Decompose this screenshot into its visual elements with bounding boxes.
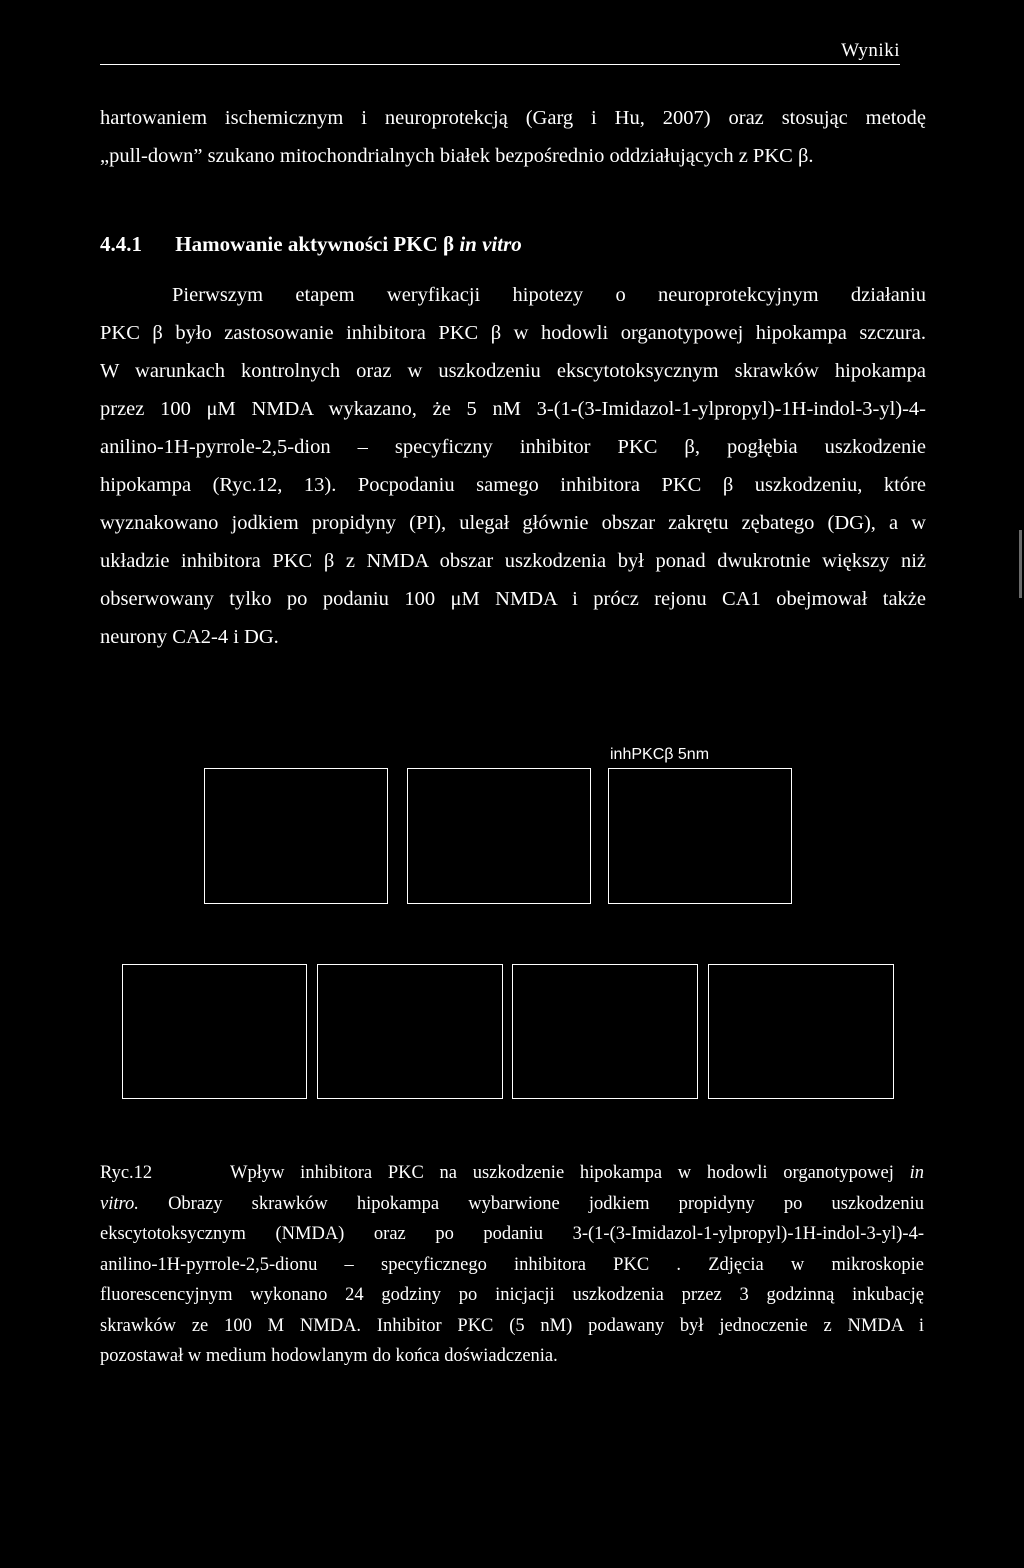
caption-text: Obrazy skrawków hipokampa wybarwione jodkiem propidyny po uszkodzeniu	[168, 1193, 924, 1214]
caption-italic: in	[909, 1163, 925, 1183]
figure-panel	[608, 768, 792, 904]
figure-caption	[100, 1158, 924, 1372]
section-number: 4.4.1	[100, 232, 142, 256]
figure-panel	[407, 768, 591, 904]
running-header: Wyniki	[841, 40, 900, 61]
paragraph-line: W warunkach kontrolnych oraz w uszkodzeniu ekscytotoksycznym skrawków hipokampa	[100, 360, 926, 382]
caption-line: fluorescencyjnym wykonano 24 godziny po inicjacji uszkodzenia przez 3 godzinną inkubację	[100, 1285, 924, 1305]
figure-panel	[512, 964, 698, 1099]
paragraph-line: układzie inhibitora PKC β z NMDA obszar uszkodzenia był ponad dwukrotnie większy niż	[100, 550, 926, 572]
caption-number: Ryc.12	[100, 1163, 153, 1183]
figure-panel	[317, 964, 503, 1099]
figure-panel	[708, 964, 894, 1099]
caption-line: skrawków ze 100 M NMDA. Inhibitor PKC (5 nM) podawany był jednoczenie z NMDA i	[100, 1315, 924, 1336]
caption-italic: vitro.	[100, 1193, 139, 1214]
scan-edge-mark	[1019, 530, 1022, 598]
caption-line: anilino-1H-pyrrole-2,5-dionu – specyficznego inhibitora PKC . Zdjęcia w mikroskopie	[100, 1254, 924, 1275]
intro-line: hartowaniem ischemicznym i neuroprotekcją (Garg i Hu, 2007) oraz stosując metodę	[100, 107, 926, 129]
caption-text: Wpływ inhibitora PKC na uszkodzenie hipokampa w hodowli organotypowej	[230, 1163, 894, 1183]
section-title-italic: in vitro	[459, 232, 522, 256]
caption-line	[100, 1158, 924, 1189]
paragraph-line: PKC β było zastosowanie inhibitora PKC β w hodowli organotypowej hipokampa szczura.	[100, 322, 926, 344]
intro-line: „pull-down” szukano mitochondrialnych białek bezpośrednio oddziałujących z PKC β.	[100, 145, 814, 167]
paragraph-line: wyznakowano jodkiem propidyny (PI), ulegał głównie obszar zakrętu zębatego (DG), a w	[100, 512, 926, 534]
caption-line	[100, 1189, 924, 1220]
caption-line: pozostawał w medium hodowlanym do końca doświadczenia.	[100, 1346, 558, 1366]
paragraph-line: obserwowany tylko po podaniu 100 μM NMDA i prócz rejonu CA1 obejmował także	[100, 588, 926, 610]
main-paragraph	[100, 276, 926, 656]
intro-paragraph	[100, 99, 926, 175]
paragraph-line: anilino-1H-pyrrole-2,5-dion – specyficzny inhibitor PKC β, pogłębia uszkodzenie	[100, 436, 926, 458]
paragraph-line: Pierwszym etapem weryfikacji hipotezy o neuroprotekcyjnym działaniu	[172, 284, 926, 306]
paragraph-line: przez 100 μM NMDA wykazano, że 5 nM 3-(1-(3-Imidazol-1-ylpropyl)-1H-indol-3-yl)-4-	[100, 398, 926, 420]
header-rule	[100, 64, 900, 65]
figure-panel	[204, 768, 388, 904]
figure-panel	[122, 964, 307, 1099]
section-title: Hamowanie aktywności PKC β	[175, 232, 455, 256]
paragraph-line: hipokampa (Ryc.12, 13). Pocpodaniu samego inhibitora PKC β uszkodzeniu, które	[100, 474, 926, 496]
figure-label: inhPKCβ 5nm	[610, 746, 710, 763]
section-heading	[100, 232, 522, 257]
caption-line: ekscytotoksycznym (NMDA) oraz po podaniu 3-(1-(3-Imidazol-1-ylpropyl)-1H-indol-3-yl)-4-	[100, 1224, 924, 1244]
paragraph-line: neurony CA2-4 i DG.	[100, 626, 279, 648]
